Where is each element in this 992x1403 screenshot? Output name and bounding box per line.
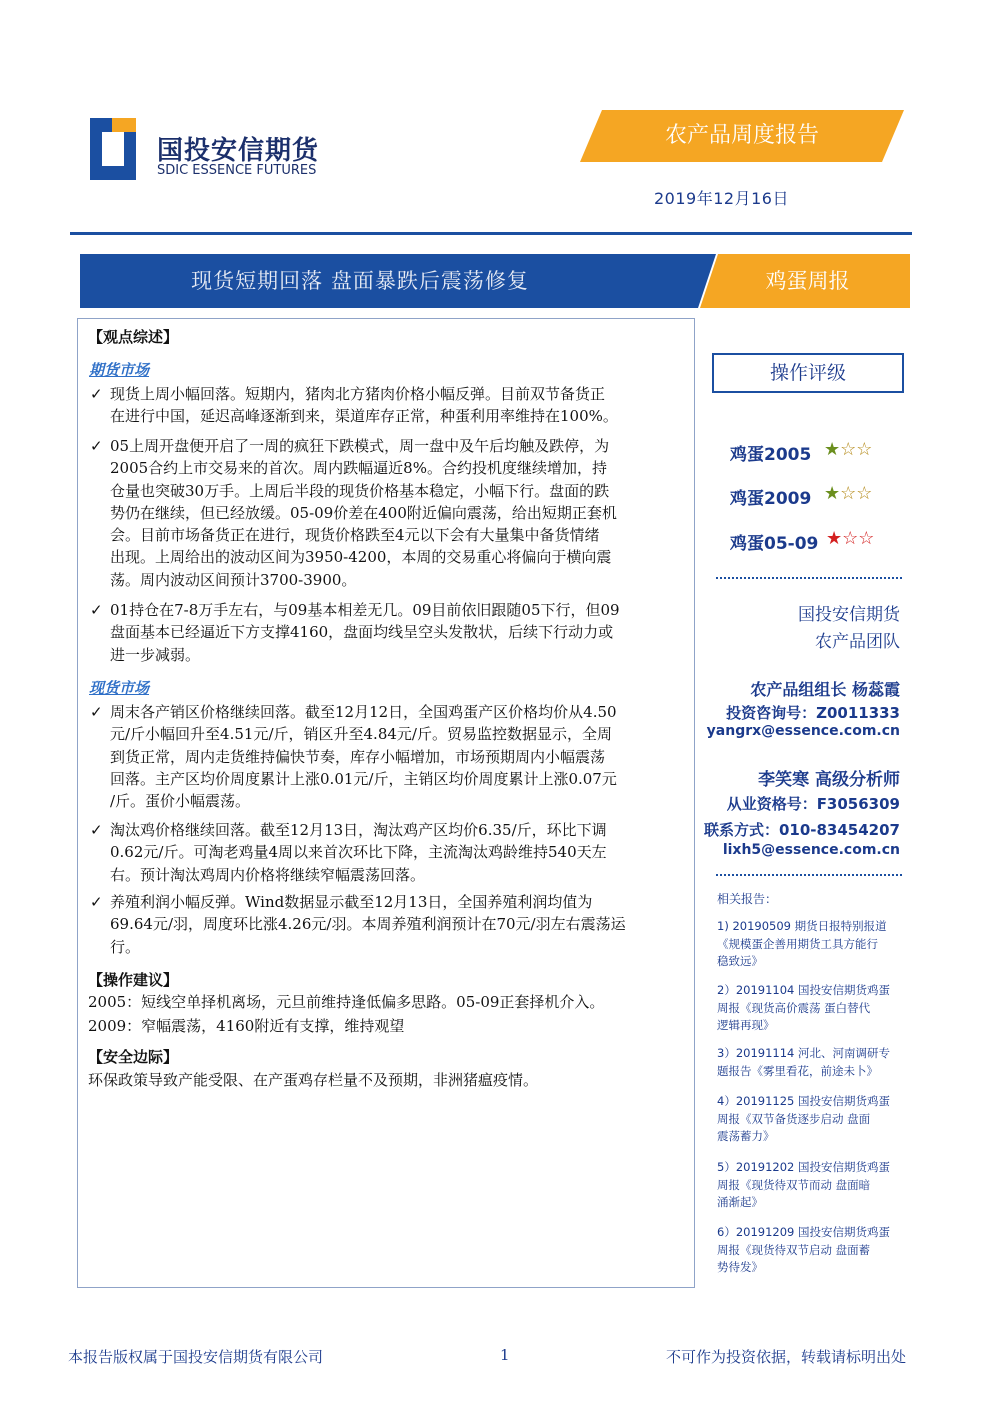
- futures-item-3: 01持仓在7-8万手左右，与09基本相差无几。09目前依旧跟随05下行，但09 盘面基本已经逼近下方支撑4160，盘面均线呈空头发散状，后续下行动力或 进一步减弱。: [110, 601, 620, 664]
- spot-item-1: 周末各产销区价格继续回落。截至12月12日，全国鸡蛋产区价格均价从4.50 元/斤小幅回升至4.51元/斤，销区升至4.84元/斤。贸易监控数据显示，全周 到货正常，周内走货维持偏快节奏，库存小幅增加，市场预期周内小幅震荡 回落。主产区均价周度累计上涨0.01元/斤，主销区均价周度累计上涨0.07元 /斤。蛋价小幅震荡。: [110, 703, 617, 811]
- analyst1-license: 投资咨询号：Z0011333: [726, 704, 900, 722]
- section-advice-heading: 【操作建议】: [88, 971, 179, 989]
- advice-2009: 2009：窄幅震荡，4160附近有支撑，维持观望: [88, 1017, 405, 1035]
- report-title: 现货短期回落 盘面暴跌后震荡修复: [191, 269, 529, 293]
- check-icon: ✓: [90, 821, 103, 839]
- analyst1-email[interactable]: yangrx@essence.com.cn: [706, 723, 900, 739]
- advice-2005: 2005：短线空单择机离场，元旦前维持逢低偏多思路。05-09正套择机介入。: [88, 993, 605, 1011]
- spot-item-2: 淘汰鸡价格继续回落。截至12月13日，淘汰鸡产区均价6.35/斤，环比下调 0.62元/斤。可淘老鸡量4周以来首次环比下降，主流淘汰鸡龄维持540天左 右。预计淘汰鸡周内价格将继续窄幅震荡回落。: [110, 821, 607, 884]
- header-divider: [70, 232, 912, 235]
- report-date: 2019年12月16日: [654, 189, 789, 208]
- related-report-6[interactable]: 6）20191209 国投安信期货鸡蛋 周报《现货待双节启动 盘面蓄 势待发》: [717, 1225, 891, 1274]
- check-icon: ✓: [90, 703, 103, 721]
- logo-chinese-name: 国投安信期货: [157, 136, 320, 166]
- risk-text: 环保政策导致产能受限、在产蛋鸡存栏量不及预期，非洲猪瘟疫情。: [88, 1071, 539, 1089]
- footer-copyright: 本报告版权属于国投安信期货有限公司: [68, 1348, 324, 1366]
- check-icon: ✓: [90, 385, 103, 403]
- rating-label-05-09: 鸡蛋05-09: [730, 534, 819, 554]
- related-reports-heading: 相关报告：: [717, 892, 778, 906]
- rating-label-2009: 鸡蛋2009: [730, 489, 812, 509]
- spot-market-heading: 现货市场: [89, 679, 150, 697]
- rating-label-2005: 鸡蛋2005: [730, 445, 812, 465]
- logo-english-name: SDIC ESSENCE FUTURES: [157, 163, 317, 178]
- related-report-4[interactable]: 4）20191125 国投安信期货鸡蛋 周报《双节备货逐步启动 盘面 震荡蓄力》: [717, 1094, 891, 1143]
- related-report-1[interactable]: 1) 20190509 期货日报特别报道 《规模蛋企善用期货工具方能行 稳致远》: [717, 919, 887, 968]
- spot-item-3: 养殖利润小幅反弹。Wind数据显示截至12月13日，全国养殖利润均值为 69.64元/羽，周度环比涨4.26元/羽。本周养殖利润预计在70元/羽左右震荡运 行。: [110, 893, 626, 956]
- section-overview-heading: 【观点综述】: [88, 328, 179, 346]
- analyst2-phone: 联系方式：010-83454207: [703, 821, 900, 839]
- report-type-tab: [580, 110, 904, 162]
- rating-stars-05-09: ★☆☆: [826, 528, 875, 549]
- related-report-2[interactable]: 2）20191104 国投安信期货鸡蛋 周报《现货高价震荡 蛋白替代 逻辑再现》: [717, 983, 891, 1032]
- team-company: 国投安信期货: [798, 605, 900, 625]
- analyst2-email[interactable]: lixh5@essence.com.cn: [722, 842, 900, 858]
- check-icon: ✓: [90, 601, 103, 619]
- futures-item-2: 05上周开盘便开启了一周的疯狂下跌模式，周一盘中及午后均触及跌停，为 2005合约上市交易来的首次。周内跌幅逼近8%。合约投机度继续增加，持 仓量也突破30万手。上周后半段的现货价格基本稳定，小幅下行。盘面的跌 势仍在继续，但已经放缓。05-09价差在400附近偏向震荡，给出短期正套机 会。目前市场备货正在进行，现货价格跌至4元以下会有大量集中备货情绪 出现。上周给出的波动区间为3950-4200，本周的交易重心将偏向于横向震 荡。周内波动区间预计3700-3900。: [110, 437, 617, 589]
- team-name: 农产品团队: [815, 632, 900, 652]
- check-icon: ✓: [90, 893, 103, 911]
- report-tag: 鸡蛋周报: [765, 269, 850, 293]
- footer-page-number: 1: [500, 1346, 510, 1364]
- rating-title: 操作评级: [712, 353, 904, 393]
- rating-stars-2005: ★☆☆: [824, 439, 873, 460]
- dotted-divider: [716, 874, 902, 876]
- related-report-5[interactable]: 5）20191202 国投安信期货鸡蛋 周报《现货待双节而动 盘面暗 涌渐起》: [717, 1160, 891, 1209]
- section-risk-heading: 【安全边际】: [88, 1048, 179, 1066]
- analyst2-title: 李笑寒 高级分析师: [758, 770, 900, 790]
- report-type-label: 农产品周度报告: [664, 123, 819, 148]
- dotted-divider: [716, 577, 902, 579]
- analyst2-license: 从业资格号：F3056309: [726, 795, 900, 813]
- rating-stars-2009: ★☆☆: [824, 483, 873, 504]
- related-report-3[interactable]: 3）20191114 河北、河南调研专 题报告《雾里看花，前途未卜》: [717, 1046, 891, 1078]
- footer-disclaimer: 不可作为投资依据，转载请标明出处: [666, 1348, 907, 1366]
- futures-market-heading: 期货市场: [89, 361, 150, 379]
- check-icon: ✓: [90, 437, 103, 455]
- futures-item-1: 现货上周小幅回落。短期内，猪肉北方猪肉价格小幅反弹。目前双节备货正 在进行中国，延迟高峰逐渐到来，渠道库存正常，种蛋利用率维持在100%。: [110, 385, 618, 426]
- logo-mark: [90, 118, 136, 180]
- analyst1-title: 农产品组组长 杨蕊霞: [750, 680, 900, 699]
